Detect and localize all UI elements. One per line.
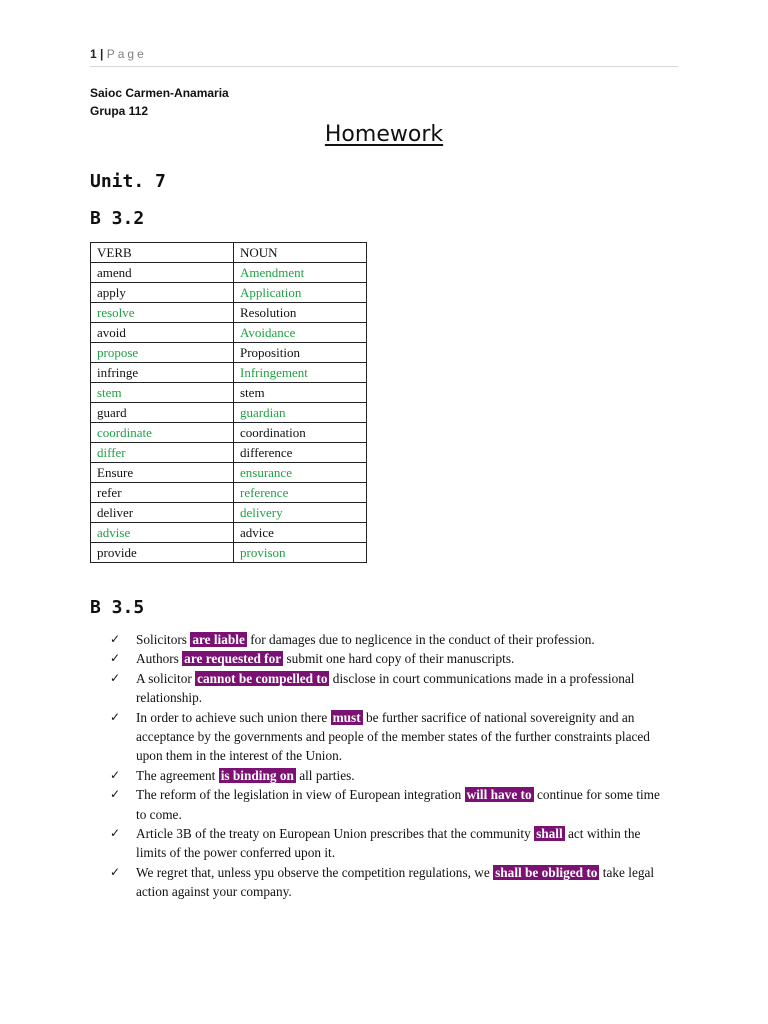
page-number: 1: [90, 47, 97, 61]
noun-cell: Avoidance: [234, 323, 367, 343]
verb-cell: Ensure: [91, 463, 234, 483]
table-row: [91, 503, 367, 523]
table-row: [91, 283, 367, 303]
section-heading-b35: B 3.5: [90, 597, 145, 618]
checkmark-icon: ✓: [110, 787, 121, 802]
sentence-text: disclose in court communications made in a professional relationship.: [136, 670, 635, 706]
highlighted-modal: shall: [536, 826, 563, 842]
author-name: Saioc Carmen-Anamaria: [90, 86, 229, 100]
table-row: [91, 483, 367, 503]
sentence-text: be further sacrifice of national sovereignity and an acceptance by the governments and people of the member states of the further constraints placed upon them in the interest of the Union.: [136, 709, 650, 764]
noun-cell: delivery: [234, 503, 367, 523]
checkmark-icon: ✓: [110, 670, 121, 685]
verb-cell: advise: [91, 523, 234, 543]
page-separator: |: [96, 47, 107, 61]
author-group: Grupa 112: [90, 104, 149, 118]
verb-cell: stem: [91, 383, 234, 403]
list-item: [110, 824, 670, 863]
noun-cell: guardian: [234, 403, 367, 423]
table-row: [91, 423, 367, 443]
table-row: [91, 303, 367, 323]
header-divider: [90, 66, 678, 67]
checkmark-icon: ✓: [110, 709, 121, 724]
sentence-text: for damages due to neglicence in the conduct of their profession.: [246, 632, 595, 647]
table-row: [91, 463, 367, 483]
noun-cell: provison: [234, 543, 367, 563]
checkmark-icon: ✓: [110, 767, 121, 782]
checkmark-icon: ✓: [110, 651, 121, 666]
table-row: [91, 523, 367, 543]
sentence-text: Article 3B of the treaty on European Union prescribes that the community: [136, 826, 535, 842]
header-noun: NOUN: [234, 243, 367, 263]
table-row: [91, 543, 367, 563]
author-block: [90, 84, 229, 120]
verb-cell: deliver: [91, 503, 234, 523]
sentence-text: The reform of the legislation in view of European integration: [136, 787, 465, 803]
noun-cell: difference: [234, 443, 367, 463]
checkmark-icon: ✓: [110, 826, 121, 841]
table-header-row: [91, 243, 367, 263]
page-header: [90, 47, 147, 61]
sentence-text: act within the limits of the power conferred upon it.: [136, 826, 641, 861]
highlighted-modal: are requested for: [184, 651, 282, 667]
table-row: [91, 383, 367, 403]
sentence-text: A solicitor: [136, 670, 196, 686]
sentence-text: take legal action against your company.: [136, 864, 655, 900]
verb-cell: apply: [91, 283, 234, 303]
list-item: [110, 649, 670, 668]
section-heading-b32: B 3.2: [90, 208, 145, 229]
table-row: [91, 403, 367, 423]
verb-noun-table: [90, 242, 367, 563]
highlighted-modal: must: [332, 709, 361, 725]
highlighted-modal: are liable: [192, 632, 245, 647]
noun-cell: reference: [234, 483, 367, 503]
list-item: [110, 630, 670, 649]
noun-cell: coordination: [234, 423, 367, 443]
table-row: [91, 263, 367, 283]
table-row: [91, 443, 367, 463]
noun-cell: Infringement: [234, 363, 367, 383]
sentence-text: Solicitors: [136, 632, 191, 647]
highlighted-modal: cannot be compelled to: [197, 670, 328, 686]
list-item: [110, 708, 670, 766]
verb-cell: amend: [91, 263, 234, 283]
page-word: Page: [106, 47, 147, 61]
verb-cell: infringe: [91, 363, 234, 383]
header-verb: VERB: [91, 243, 234, 263]
list-item: [110, 863, 670, 902]
sentence-text: In order to achieve such union there: [136, 709, 331, 725]
highlighted-modal: will have to: [466, 787, 532, 803]
verb-cell: differ: [91, 443, 234, 463]
sentence-text: all parties.: [295, 767, 355, 783]
sentence-text: We regret that, unless ypu observe the competition regulations, we: [136, 864, 494, 880]
table-row: [91, 343, 367, 363]
noun-cell: advice: [234, 523, 367, 543]
verb-cell: provide: [91, 543, 234, 563]
sentence-list: [110, 630, 670, 902]
checkmark-icon: ✓: [110, 632, 121, 646]
sentence-text: The agreement: [136, 767, 219, 783]
highlighted-modal: shall be obliged to: [495, 864, 598, 880]
sentence-text: continue for some time to come.: [136, 787, 660, 822]
table-row: [91, 363, 367, 383]
noun-cell: Resolution: [234, 303, 367, 323]
sentence-text: submit one hard copy of their manuscripts.: [283, 651, 515, 667]
verb-cell: avoid: [91, 323, 234, 343]
noun-cell: Proposition: [234, 343, 367, 363]
list-item: [110, 785, 670, 824]
document-title: Homework: [324, 122, 444, 147]
highlighted-modal: is binding on: [220, 767, 294, 783]
list-item: [110, 669, 670, 708]
noun-cell: Amendment: [234, 263, 367, 283]
checkmark-icon: ✓: [110, 864, 121, 879]
verb-cell: guard: [91, 403, 234, 423]
verb-cell: refer: [91, 483, 234, 503]
noun-cell: stem: [234, 383, 367, 403]
noun-cell: ensurance: [234, 463, 367, 483]
table-row: [91, 323, 367, 343]
verb-cell: coordinate: [91, 423, 234, 443]
sentence-text: Authors: [136, 651, 183, 667]
noun-cell: Application: [234, 283, 367, 303]
verb-cell: propose: [91, 343, 234, 363]
document-title-wrap: [0, 122, 768, 147]
unit-heading: Unit. 7: [90, 171, 166, 192]
list-item: [110, 766, 670, 785]
verb-cell: resolve: [91, 303, 234, 323]
